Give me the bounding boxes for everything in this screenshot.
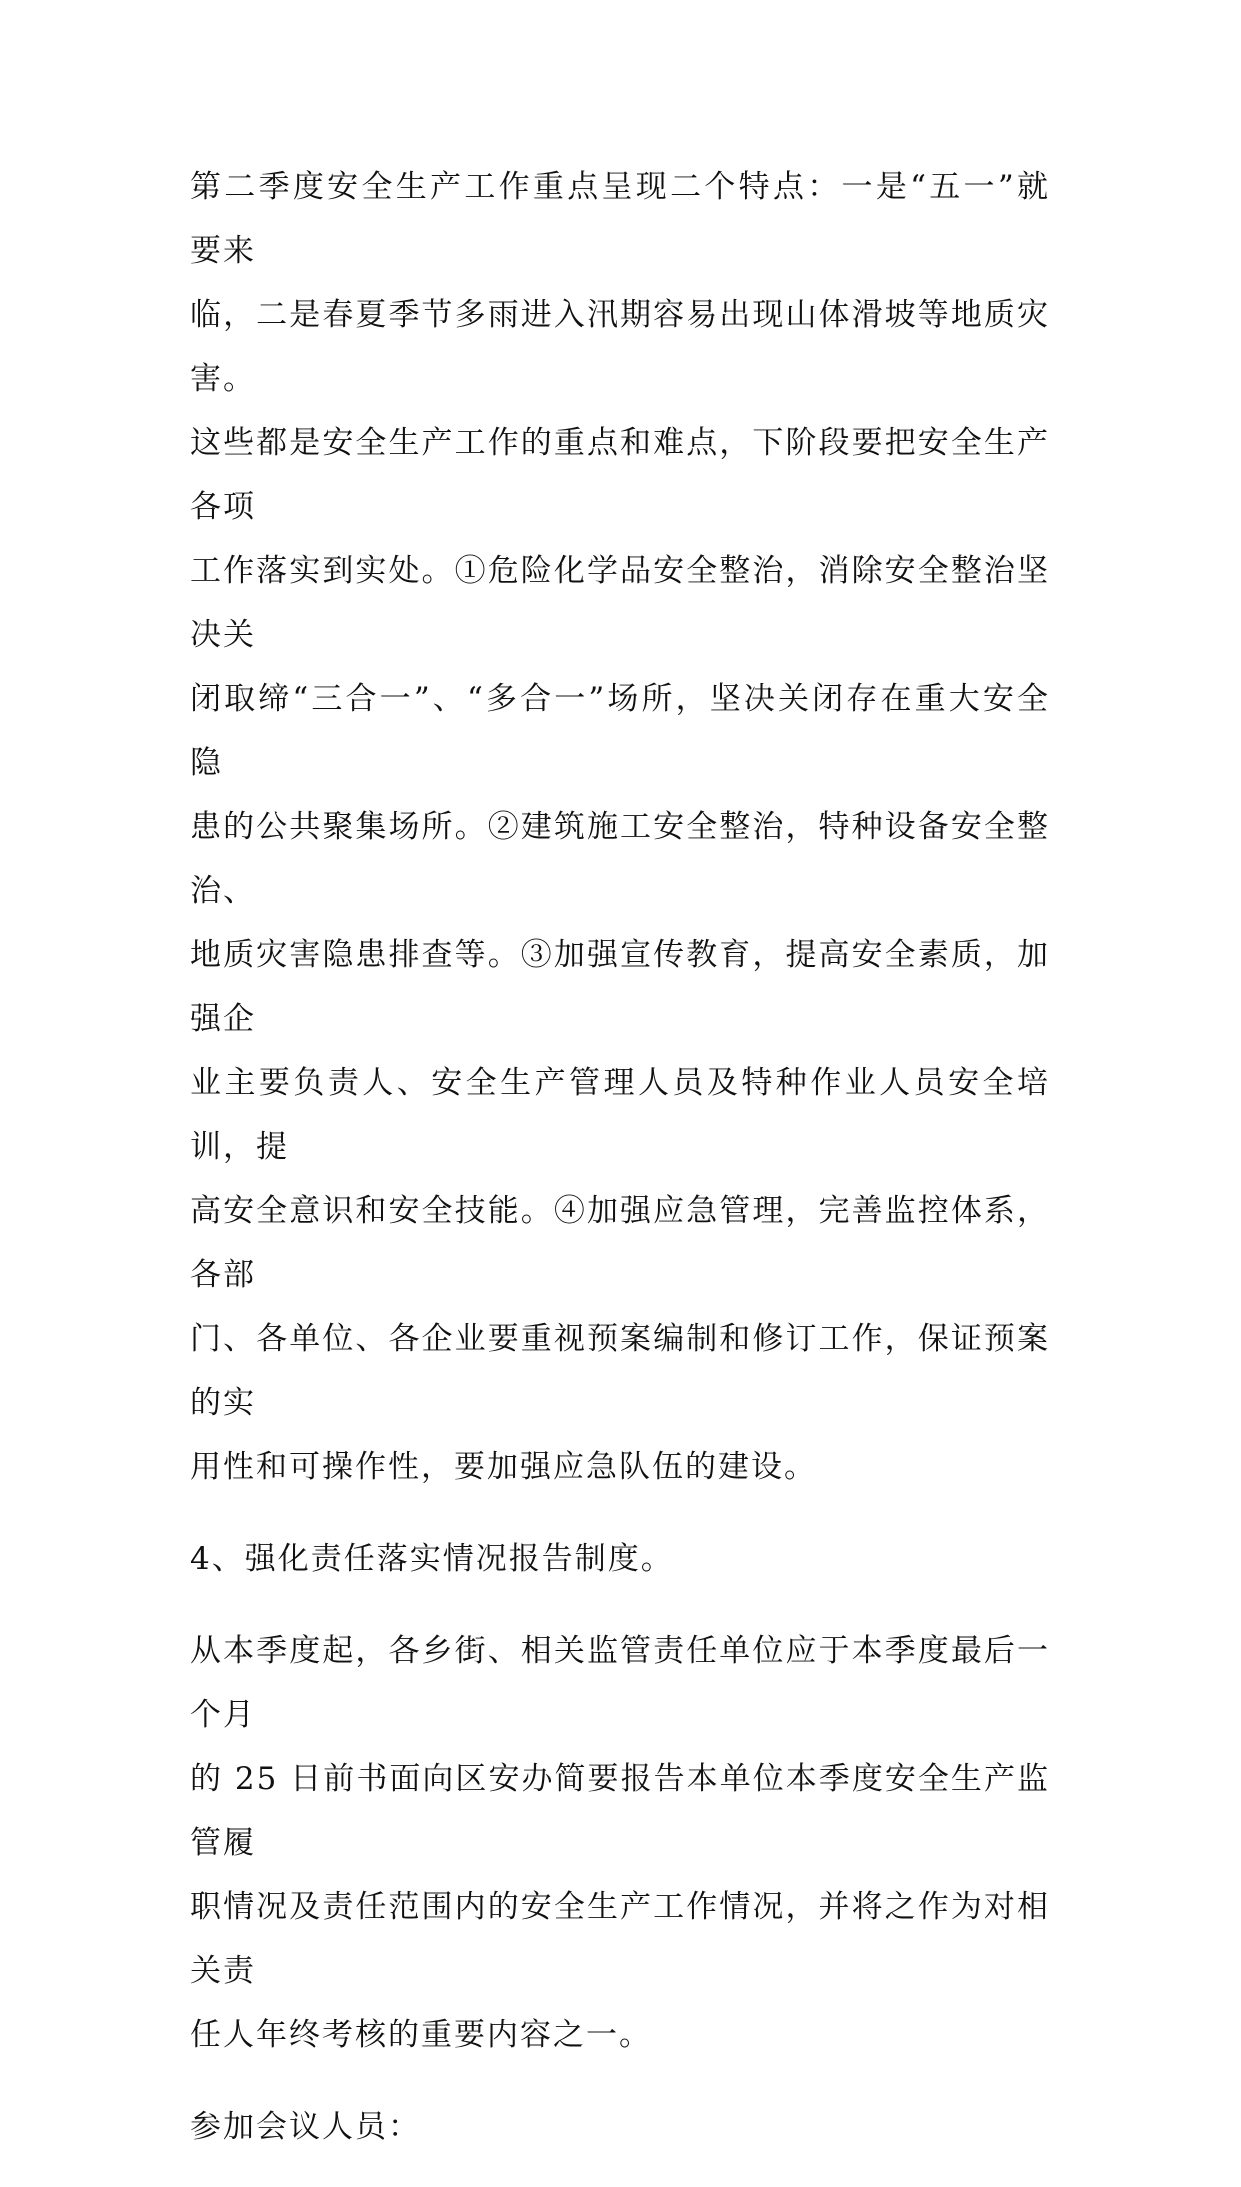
paragraph-reporting-system <box>190 1619 1050 2067</box>
document-body <box>190 155 1050 2187</box>
text-line: 用性和可操作性，要加强应急队伍的建设。 <box>190 1449 817 1485</box>
text-line: 高安全意识和安全技能。④加强应急管理，完善监控体系，各部 <box>190 1193 1050 1293</box>
paragraph-safety-priorities <box>190 155 1050 1499</box>
text-line: 的 25 日前书面向区安办简要报告本单位本季度安全生产监管履 <box>190 1761 1050 1861</box>
text-line: 从本季度起，各乡街、相关监管责任单位应于本季度最后一个月 <box>190 1633 1050 1733</box>
text-line: 业主要负责人、安全生产管理人员及特种作业人员安全培训，提 <box>190 1065 1050 1165</box>
text-line: 这些都是安全生产工作的重点和难点，下阶段要把安全生产各项 <box>190 425 1050 525</box>
attendees-label-block <box>190 2095 1050 2159</box>
text-line: 临，二是春夏季节多雨进入汛期容易出现山体滑坡等地质灾害。 <box>190 297 1050 397</box>
text-line: 第二季度安全生产工作重点呈现二个特点：一是“五一”就要来 <box>190 169 1050 269</box>
section-heading-4 <box>190 1527 1050 1591</box>
text-line: 工作落实到实处。①危险化学品安全整治，消除安全整治坚决关 <box>190 553 1050 653</box>
attendees-label: 参加会议人员： <box>190 2109 421 2145</box>
heading-text: 4、强化责任落实情况报告制度。 <box>190 1541 674 1577</box>
text-line: 任人年终考核的重要内容之一。 <box>190 2017 652 2053</box>
text-line: 门、各单位、各企业要重视预案编制和修订工作，保证预案的实 <box>190 1321 1050 1421</box>
text-line: 地质灾害隐患排查等。③加强宣传教育，提高安全素质，加强企 <box>190 937 1050 1037</box>
text-line: 患的公共聚集场所。②建筑施工安全整治，特种设备安全整治、 <box>190 809 1050 909</box>
text-line: 闭取缔“三合一”、“多合一”场所，坚决关闭存在重大安全隐 <box>190 681 1050 781</box>
text-line: 职情况及责任范围内的安全生产工作情况，并将之作为对相关责 <box>190 1889 1050 1989</box>
